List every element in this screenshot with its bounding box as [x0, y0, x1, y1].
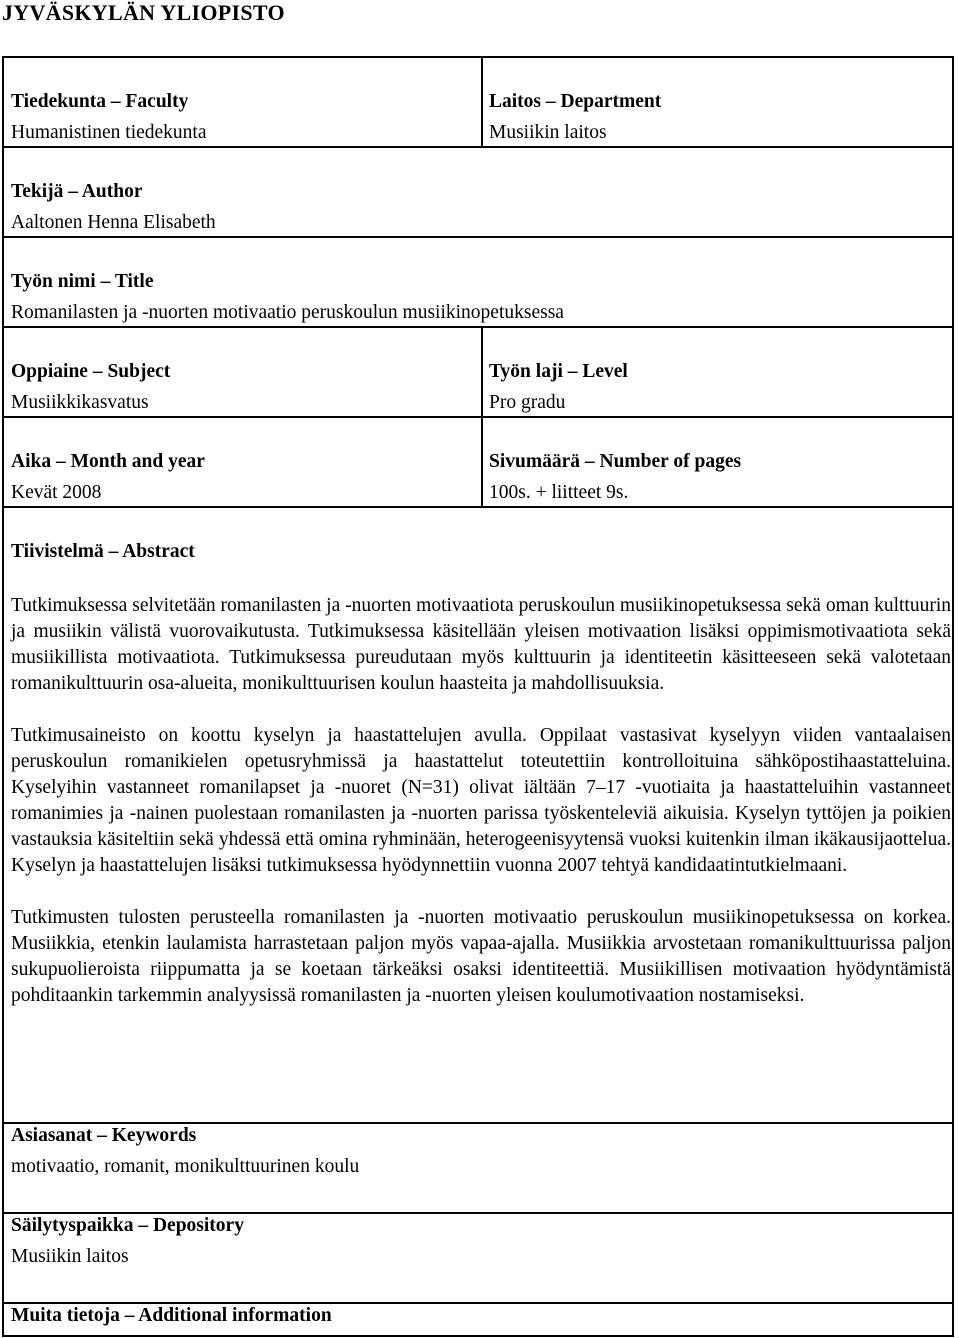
pages-label: Sivumäärä – Number of pages — [489, 451, 742, 472]
pages-value: 100s. + liitteet 9s. — [489, 482, 629, 503]
column-divider — [481, 326, 483, 506]
additional-info-field — [11, 1300, 332, 1331]
abstract-body — [11, 593, 951, 1009]
thesis-abstract-form — [2, 56, 954, 1337]
column-divider — [481, 58, 483, 146]
university-name: JYVÄSKYLÄN YLIOPISTO — [2, 0, 285, 25]
subject-label: Oppiaine – Subject — [11, 361, 171, 382]
subject-value: Musiikkikasvatus — [11, 392, 149, 413]
department-value: Musiikin laitos — [489, 122, 607, 143]
level-value: Pro gradu — [489, 392, 566, 413]
depository-field — [11, 1210, 244, 1272]
author-label: Tekijä – Author — [11, 181, 143, 202]
title-label: Työn nimi – Title — [11, 271, 154, 292]
subject-field — [11, 356, 170, 418]
keywords-value: motivaatio, romanit, monikulttuurinen koulu — [11, 1156, 360, 1177]
abstract-label: Tiivistelmä – Abstract — [11, 541, 195, 562]
keywords-label: Asiasanat – Keywords — [11, 1125, 197, 1146]
abstract-paragraph: Tutkimuksessa selvitetään romanilasten ja -nuorten motivaatiota peruskoulun musiikinopetuksessa sekä oman kulttuurin ja musiikin välistä vuorovaikutusta. Tutkimuksessa käsitellään yleisen motivaation lisäksi oppimismotivaatiota sekä musiikillista motivaatiota. Tutkimuksessa pureudutaan myös kulttuurin ja identiteetin käsitteeseen sekä valotetaan romanikulttuurin osa-alueita, monikulttuurisen koulun haasteita ja mahdollisuuksia. — [11, 595, 951, 694]
faculty-value: Humanistinen tiedekunta — [11, 122, 207, 143]
level-field — [489, 356, 628, 418]
title-value: Romanilasten ja -nuorten motivaatio peruskoulun musiikinopetuksessa — [11, 302, 564, 323]
title-field — [11, 266, 564, 328]
department-field — [489, 86, 661, 148]
faculty-field — [11, 86, 207, 148]
depository-value: Musiikin laitos — [11, 1246, 129, 1267]
department-label: Laitos – Department — [489, 91, 662, 112]
date-label: Aika – Month and year — [11, 451, 205, 472]
level-label: Työn laji – Level — [489, 361, 628, 382]
abstract-paragraph: Tutkimusaineisto on koottu kyselyn ja haastattelujen avulla. Oppilaat vastasivat kyselyyn viiden vantaalaisen peruskoulun romanikielen opetusryhmissä ja haastattelut toteutettiin kontrolloituina sähköpostihaastatteluina. Kyselyihin vastanneet romanilapset ja -nuoret (N=31) olivat iältään 7–17 -vuotiaita ja haastatteluihin vastanneet romanimies ja -nainen puolestaan romanilasten ja -nuorten parissa työskenteleviä aikuisia. Kyselyn tyttöjen ja poikien vastauksia käsiteltiin sekä yhdessä että omina ryhminään, heterogeenisyytensä vuoksi kuitenkin ilman ikäkausijaottelua. Kyselyn ja haastattelujen lisäksi tutkimuksessa hyödynnettiin vuonna 2007 tehtyä kandidaatintutkielmaani. — [11, 725, 951, 876]
depository-label: Säilytyspaikka – Depository — [11, 1215, 244, 1236]
abstract-paragraph: Tutkimusten tulosten perusteella romanilasten ja -nuorten motivaatio peruskoulun musiikinopetuksessa on korkea. Musiikkia, etenkin laulamista harrastetaan paljon myös vapaa-ajalla. Musiikkia arvostetaan romanikulttuurissa paljon sukupuolieroista riippumatta ja se koetaan tärkeäksi osaksi identiteettiä. Musiikillisen motivaation hyödyntämistä pohditaankin tarkemmin analyysissä romanilasten ja -nuorten yleisen koulumotivaation nostamiseksi. — [11, 907, 951, 1006]
additional-info-label: Muita tietoja – Additional information — [11, 1305, 332, 1326]
date-value: Kevät 2008 — [11, 482, 102, 503]
author-field — [11, 176, 216, 238]
date-field — [11, 446, 205, 508]
pages-field — [489, 446, 741, 508]
faculty-label: Tiedekunta – Faculty — [11, 91, 189, 112]
author-value: Aaltonen Henna Elisabeth — [11, 212, 216, 233]
keywords-field — [11, 1120, 359, 1182]
